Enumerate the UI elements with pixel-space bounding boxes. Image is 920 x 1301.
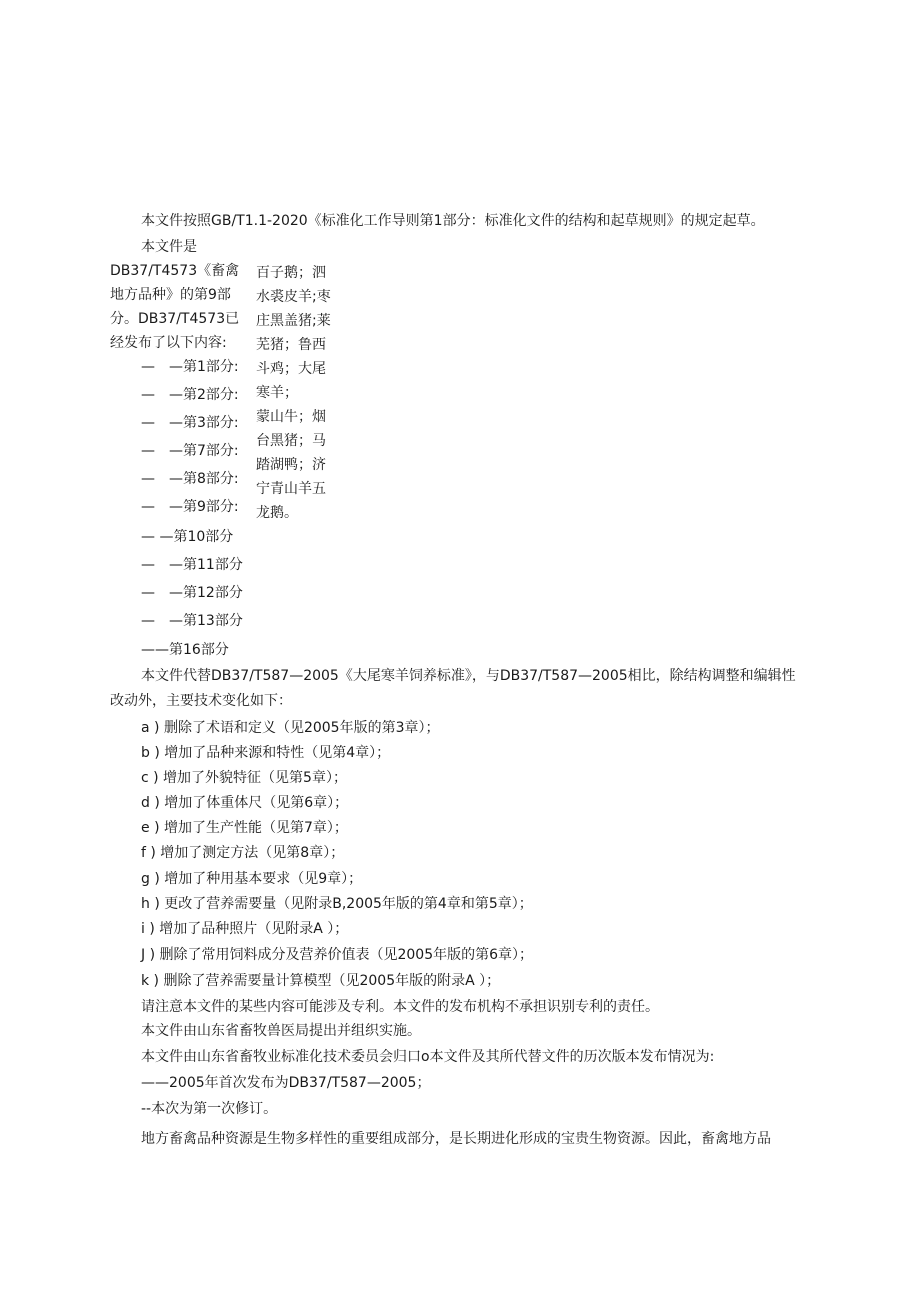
history-first-release: ——2005年首次发布为DB37/T587—2005； (141, 1075, 431, 1091)
change-item: J ) 删除了常用饲料成分及营养价值表（见2005年版的第6章）； (141, 947, 534, 963)
change-item: f ) 增加了测定方法（见第8章）； (141, 845, 345, 861)
breed-line: 台黑猪；马 (256, 433, 326, 449)
part-item: — —第7部分: (141, 443, 239, 459)
change-item: d ) 增加了体重体尺（见第6章）； (141, 795, 349, 811)
change-item: h ) 更改了营养需要量（见附录B,2005年版的第4章和第5章）； (141, 896, 533, 912)
intro-line-1: 本文件是 (141, 239, 197, 255)
intro-line-4: 分。DB37/T4573已 (110, 311, 240, 327)
change-item: i ) 增加了品种照片（见附录A ）； (141, 921, 349, 937)
change-item: e ) 增加了生产性能（见第7章）； (141, 820, 348, 836)
part-item: — —第13部分 (141, 613, 243, 629)
part-item: ——第16部分 (141, 642, 229, 658)
part-item: — —第12部分 (141, 585, 243, 601)
breed-line: 百子鹅；泗 (256, 265, 326, 281)
intro-line-2: DB37/T4573《畜禽 (110, 263, 240, 279)
breed-line: 踏湖鸭；济 (256, 457, 326, 473)
part-item: — —第9部分: (141, 499, 239, 515)
replace-paragraph-line-1: 本文件代替DB37/T587—2005《大尾寒羊饲养标准》，与DB37/T587—2005相比，除结构调整和编辑性 (141, 668, 796, 684)
drafting-basis-paragraph: 本文件按照GB/T1.1-2020《标准化工作导则第1部分：标准化文件的结构和起草规则》的规定起草。 (141, 213, 765, 229)
breed-line: 寒羊； (256, 385, 298, 401)
breed-line: 蒙山牛；烟 (256, 409, 326, 425)
part-item: — —第10部分 (141, 529, 234, 545)
intro-line-3: 地方品种》的第9部 (110, 287, 231, 303)
change-item: b ) 增加了品种来源和特性（见第4章）； (141, 745, 391, 761)
change-item: g ) 增加了种用基本要求（见9章）； (141, 871, 363, 887)
replace-paragraph-line-2: 改动外，主要技术变化如下： (110, 693, 292, 709)
breed-line: 龙鹅。 (256, 505, 298, 521)
part-item: — —第8部分: (141, 471, 239, 487)
part-item: — —第3部分: (141, 415, 239, 431)
breed-line: 庄黑盖猪;莱 (256, 313, 331, 329)
introduction-line: 地方畜禽品种资源是生物多样性的重要组成部分，是长期进化形成的宝贵生物资源。因此，畜禽地方品 (141, 1131, 771, 1147)
intro-line-5: 经发布了以下内容: (110, 335, 227, 351)
part-item: — —第1部分: (141, 359, 239, 375)
breed-line: 水裘皮羊;枣 (256, 289, 331, 305)
committee-statement: 本文件由山东省畜牧业标准化技术委员会归口o本文件及其所代替文件的历次版本发布情况为: (141, 1049, 715, 1065)
breed-line: 芜猪；鲁西 (256, 337, 326, 353)
patent-note: 请注意本文件的某些内容可能涉及专利。本文件的发布机构不承担识别专利的责任。 (141, 999, 659, 1015)
change-item: c ) 增加了外貌特征（见第5章）； (141, 770, 347, 786)
history-revision: --本次为第一次修订。 (141, 1101, 278, 1117)
part-item: — —第11部分 (141, 557, 243, 573)
change-item: a ) 删除了术语和定义（见2005年版的第3章）； (141, 720, 440, 736)
breed-line: 斗鸡；大尾 (256, 361, 326, 377)
change-item: k ) 删除了营养需要量计算模型（见2005年版的附录A ）； (141, 973, 501, 989)
part-item: — —第2部分: (141, 387, 239, 403)
proposer-statement: 本文件由山东省畜牧兽医局提出并组织实施。 (141, 1023, 421, 1039)
breed-line: 宁青山羊五 (256, 481, 326, 497)
